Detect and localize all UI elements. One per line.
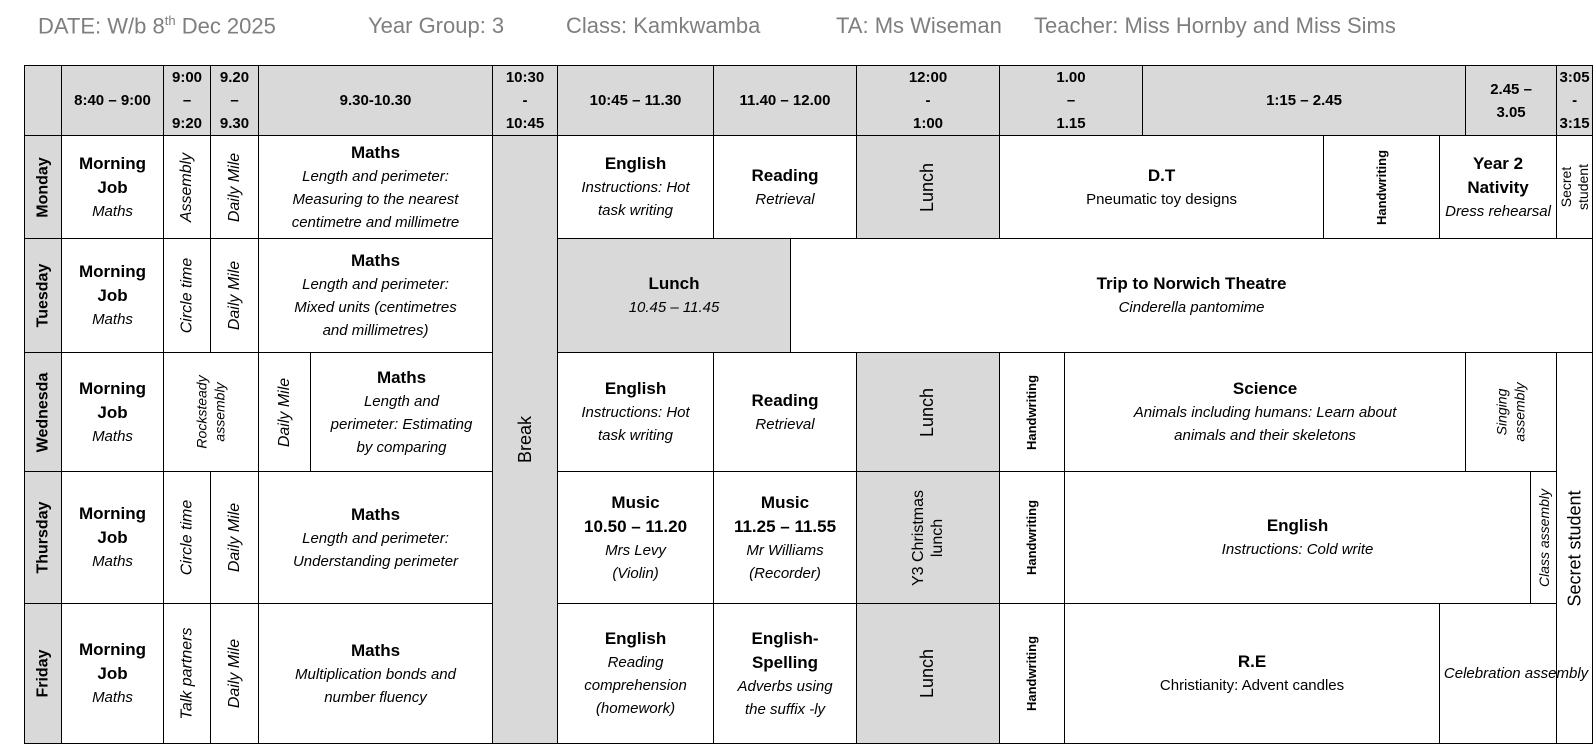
monday-dt: D.T Pneumatic toy designs bbox=[1000, 136, 1324, 239]
day-wednesday: Wednesda bbox=[25, 353, 62, 472]
friday-talk-partners: Talk partners bbox=[164, 604, 211, 744]
tuesday-morning-job: Morning Job Maths bbox=[62, 239, 164, 353]
time-header-row bbox=[25, 66, 1593, 136]
secret-student-cell: Secret student bbox=[1557, 353, 1593, 744]
day-thursday: Thursday bbox=[25, 472, 62, 604]
row-friday bbox=[25, 604, 1593, 744]
header-teacher: Teacher: Miss Hornby and Miss Sims bbox=[1034, 13, 1396, 38]
row-thursday bbox=[25, 472, 1593, 604]
timetable bbox=[24, 65, 1593, 744]
header-year-group: Year Group: 3 bbox=[368, 13, 505, 38]
wednesday-reading: Reading Retrieval bbox=[714, 353, 857, 472]
time-slot-12: 3:05 - 3:15 bbox=[1557, 66, 1593, 136]
monday-english: English Instructions: Hot task writing bbox=[558, 136, 714, 239]
time-slot-5: 10:30 - 10:45 bbox=[493, 66, 558, 136]
tuesday-daily-mile: Daily Mile bbox=[211, 239, 259, 353]
monday-daily-mile: Daily Mile bbox=[211, 136, 259, 239]
day-friday: Friday bbox=[25, 604, 62, 744]
monday-lunch: Lunch bbox=[857, 136, 1000, 239]
thursday-daily-mile: Daily Mile bbox=[211, 472, 259, 604]
time-slot-10: 1:15 – 2.45 bbox=[1143, 66, 1466, 136]
monday-handwriting: Handwriting bbox=[1324, 136, 1440, 239]
break-cell: Break bbox=[493, 136, 558, 744]
friday-re: R.E Christianity: Advent candles bbox=[1065, 604, 1440, 744]
time-slot-11: 2.45 – 3.05 bbox=[1466, 66, 1557, 136]
row-monday bbox=[25, 136, 1593, 239]
tuesday-trip: Trip to Norwich Theatre Cinderella pantomime bbox=[791, 239, 1593, 353]
time-slot-1: 8:40 – 9:00 bbox=[62, 66, 164, 136]
time-slot-2: 9:00 – 9:20 bbox=[164, 66, 211, 136]
friday-handwriting: Handwriting bbox=[1000, 604, 1065, 744]
wednesday-singing-assembly: Singing assembly bbox=[1466, 353, 1557, 472]
friday-maths: Maths Multiplication bonds and number fluency bbox=[259, 604, 493, 744]
time-slot-8: 12:00 - 1:00 bbox=[857, 66, 1000, 136]
wednesday-handwriting: Handwriting bbox=[1000, 353, 1065, 472]
wednesday-lunch: Lunch bbox=[857, 353, 1000, 472]
corner-cell bbox=[25, 66, 62, 136]
time-slot-7: 11.40 – 12.00 bbox=[714, 66, 857, 136]
friday-daily-mile: Daily Mile bbox=[211, 604, 259, 744]
wednesday-science: Science Animals including humans: Learn about animals and their skeletons bbox=[1065, 353, 1466, 472]
tuesday-circle-time: Circle time bbox=[164, 239, 211, 353]
tuesday-lunch: Lunch 10.45 – 11.45 bbox=[558, 239, 791, 353]
thursday-english: English Instructions: Cold write bbox=[1065, 472, 1531, 604]
day-tuesday: Tuesday bbox=[25, 239, 62, 353]
wednesday-maths: Maths Length and perimeter: Estimating by comparing bbox=[311, 353, 493, 472]
friday-morning-job: Morning Job Maths bbox=[62, 604, 164, 744]
monday-reading: Reading Retrieval bbox=[714, 136, 857, 239]
header-ta: TA: Ms Wiseman bbox=[836, 13, 1002, 38]
header-date: DATE: W/b 8th Dec 2025 bbox=[38, 13, 276, 39]
friday-english: English Reading comprehension (homework) bbox=[558, 604, 714, 744]
tuesday-maths: Maths Length and perimeter: Mixed units (centimetres and millimetres) bbox=[259, 239, 493, 353]
thursday-music-violin: Music 10.50 – 11.20 Mrs Levy (Violin) bbox=[558, 472, 714, 604]
time-slot-9: 1.00 – 1.15 bbox=[1000, 66, 1143, 136]
row-wednesday bbox=[25, 353, 1593, 472]
thursday-music-recorder: Music 11.25 – 11.55 Mr Williams (Recorder) bbox=[714, 472, 857, 604]
day-monday: Monday bbox=[25, 136, 62, 239]
time-slot-6: 10:45 – 11.30 bbox=[558, 66, 714, 136]
time-slot-3: 9.20 – 9.30 bbox=[211, 66, 259, 136]
thursday-christmas-lunch: Y3 Christmas lunch bbox=[857, 472, 1000, 604]
monday-maths: Maths Length and perimeter: Measuring to the nearest centimetre and millimetre bbox=[259, 136, 493, 239]
friday-celebration-assembly: Celebration assembly bbox=[1440, 604, 1593, 744]
thursday-morning-job: Morning Job Maths bbox=[62, 472, 164, 604]
wednesday-morning-job: Morning Job Maths bbox=[62, 353, 164, 472]
friday-lunch: Lunch bbox=[857, 604, 1000, 744]
thursday-maths: Maths Length and perimeter: Understanding perimeter bbox=[259, 472, 493, 604]
monday-secret-student: Secret student bbox=[1557, 136, 1593, 239]
wednesday-english: English Instructions: Hot task writing bbox=[558, 353, 714, 472]
time-slot-4: 9.30-10.30 bbox=[259, 66, 493, 136]
thursday-class-assembly: Class assembly bbox=[1531, 472, 1557, 604]
thursday-handwriting: Handwriting bbox=[1000, 472, 1065, 604]
thursday-circle-time: Circle time bbox=[164, 472, 211, 604]
monday-assembly: Assembly bbox=[164, 136, 211, 239]
monday-nativity: Year 2 Nativity Dress rehearsal bbox=[1440, 136, 1557, 239]
row-tuesday bbox=[25, 239, 1593, 353]
header-class: Class: Kamkwamba bbox=[566, 13, 761, 38]
monday-morning-job: Morning Job Maths bbox=[62, 136, 164, 239]
wednesday-daily-mile: Daily Mile bbox=[259, 353, 311, 472]
wednesday-rocksteady: Rocksteady assembly bbox=[164, 353, 259, 472]
friday-spelling: English- Spelling Adverbs using the suffix -ly bbox=[714, 604, 857, 744]
